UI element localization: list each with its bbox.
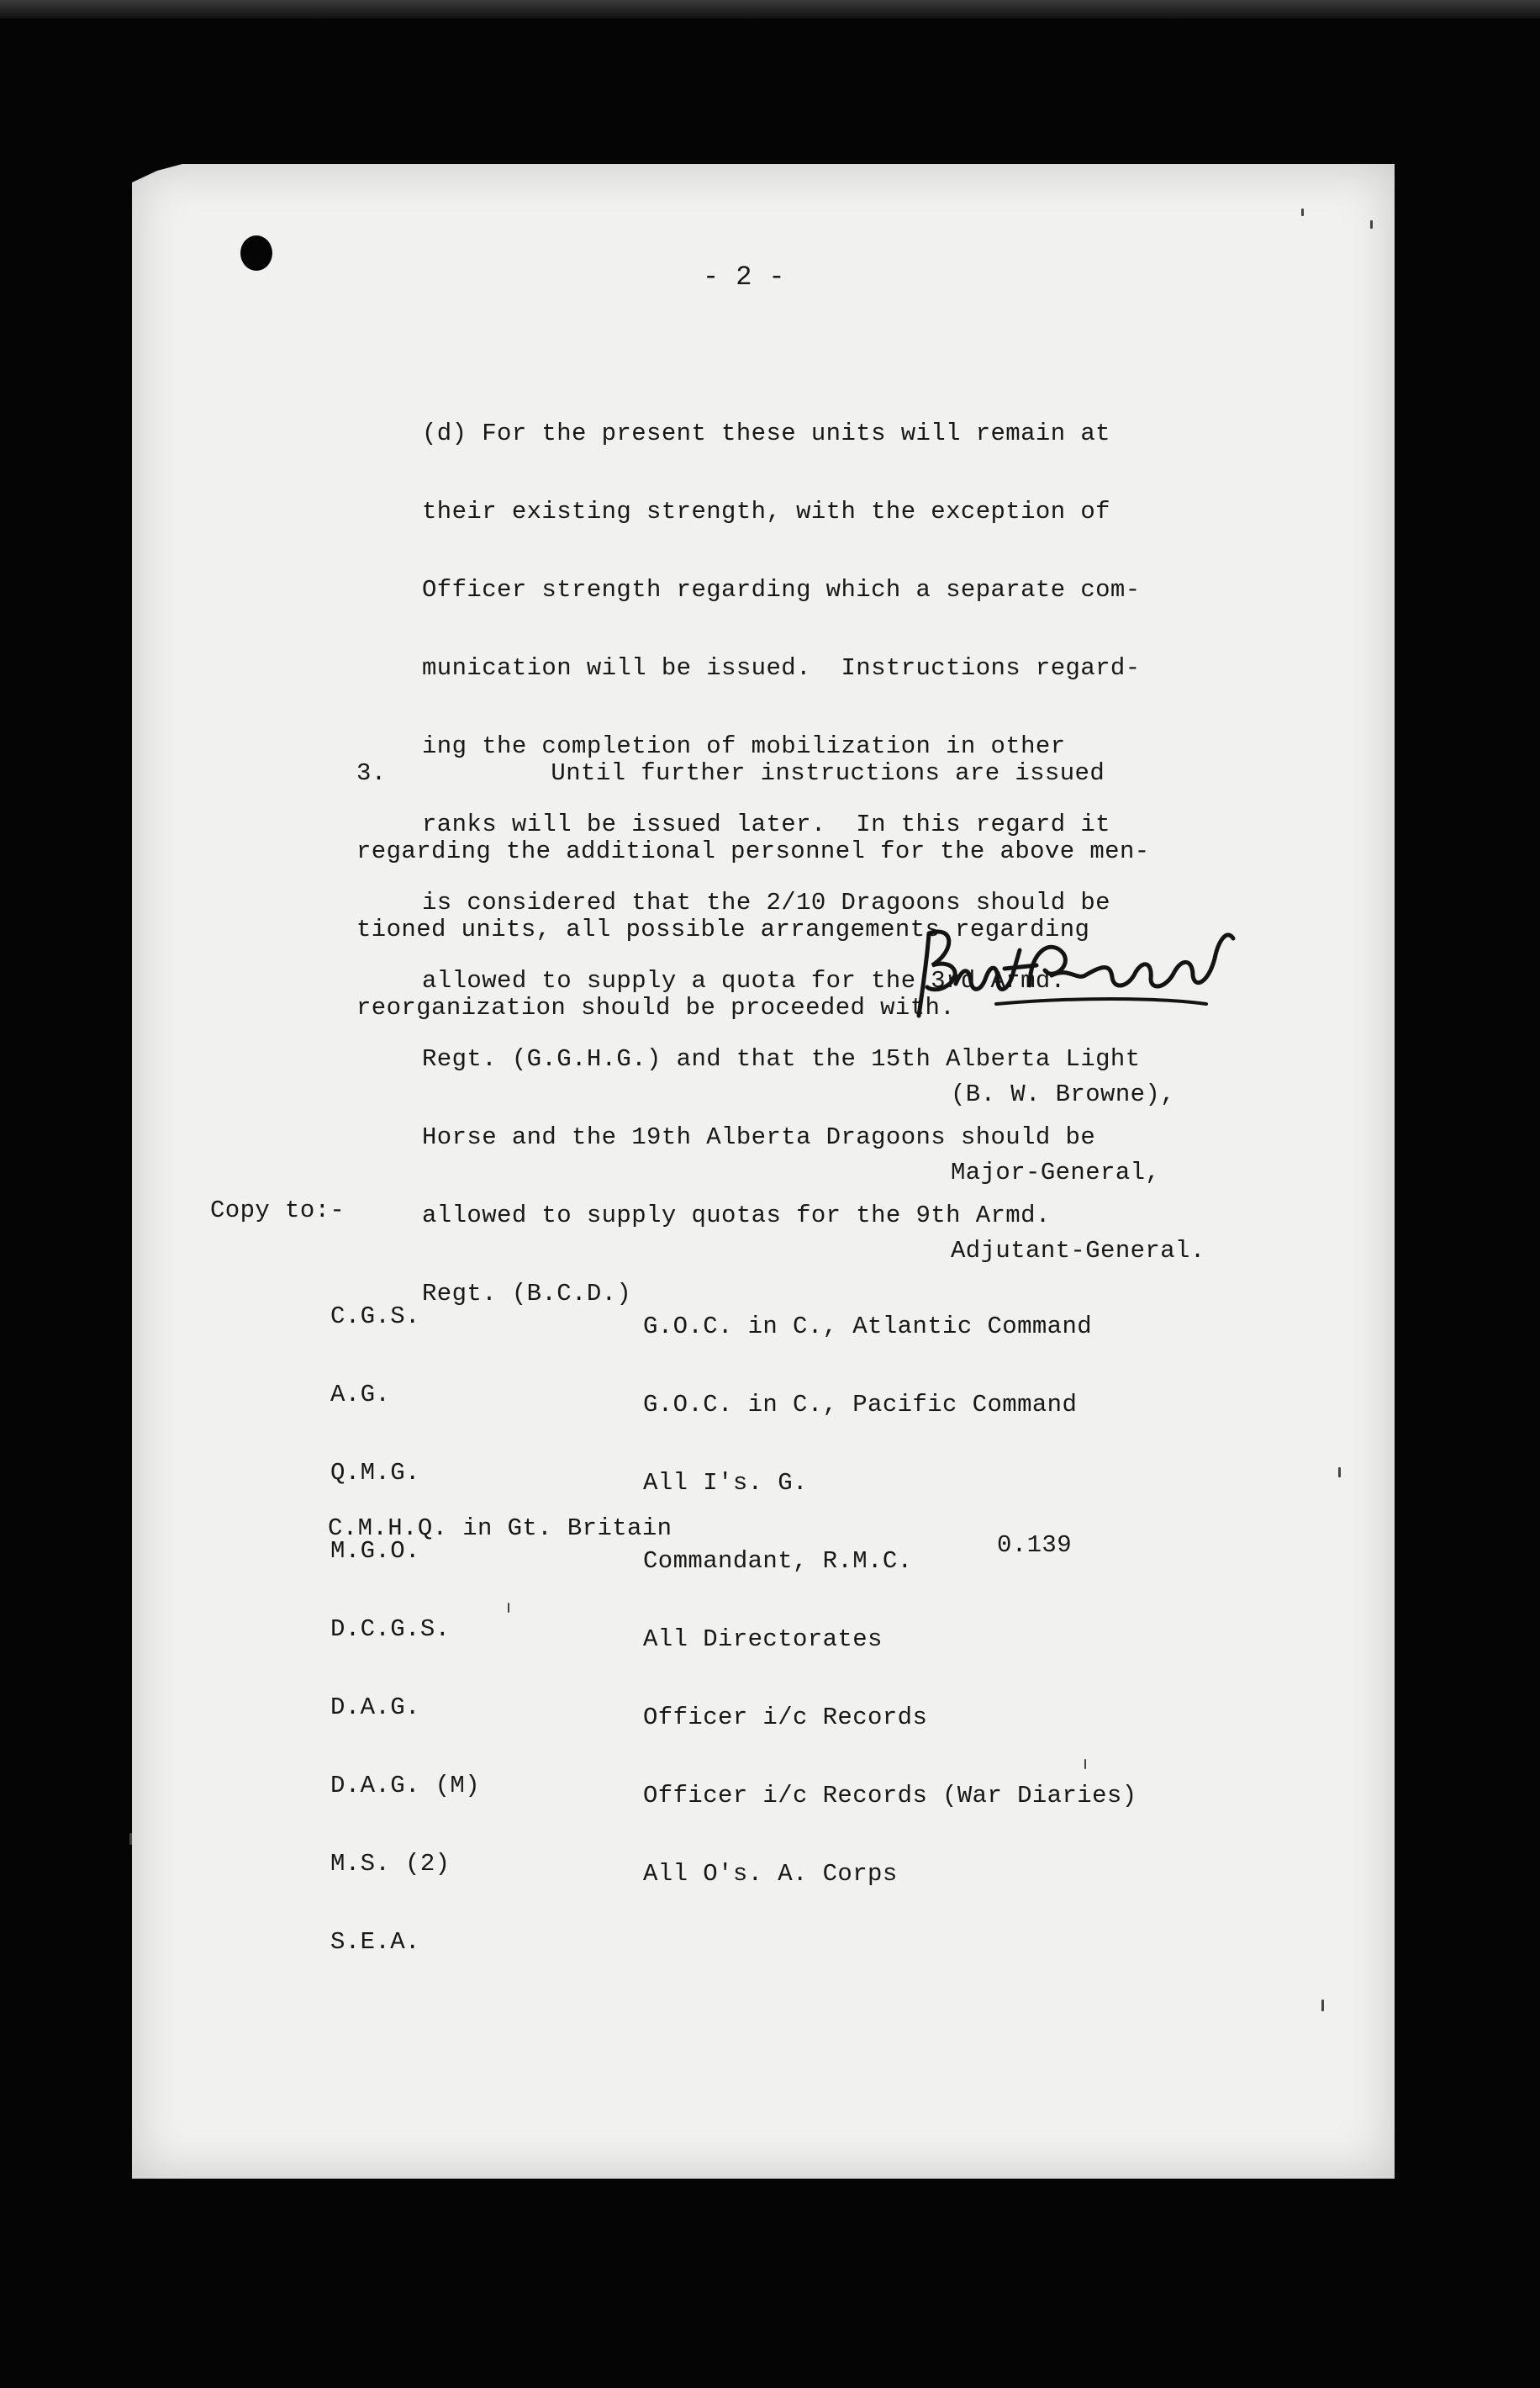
paragraph-line: Officer strength regarding which a separate com-	[422, 576, 1141, 604]
paragraph-line: Regt. (B.C.D.)	[422, 1280, 632, 1308]
paragraph-line: allowed to supply a quota for the 3rd Armd.	[422, 967, 1066, 995]
copy-recipient: M.S. (2)	[330, 1850, 451, 1878]
copy-recipient: All I's. G.	[643, 1469, 808, 1497]
paragraph-line: (d) For the present these units will remain at	[422, 420, 1110, 447]
copy-to-label: Copy to:-	[210, 1197, 345, 1224]
handwritten-signature	[904, 917, 1257, 1026]
paragraph-line: ing the completion of mobilization in other	[422, 732, 1066, 760]
paper-speck	[508, 1603, 509, 1613]
copy-recipient: All O's. A. Corps	[643, 1860, 898, 1888]
copy-recipient: Officer i/c Records (War Diaries)	[643, 1782, 1137, 1809]
scan-top-edge	[0, 0, 1540, 18]
copy-recipient: D.A.G. (M)	[330, 1772, 481, 1799]
signatory-name: (B. W. Browne),	[951, 1080, 1176, 1108]
paragraph-line: reorganization should be proceeded with.	[356, 994, 956, 1022]
paper-speck	[1321, 2000, 1324, 2011]
copy-recipient: Officer i/c Records	[643, 1704, 928, 1731]
paragraph-line: munication will be issued. Instructions regard-	[422, 654, 1141, 682]
copy-recipient: S.E.A.	[330, 1928, 420, 1956]
paragraph-line: Regt. (G.G.H.G.) and that the 15th Alberta Light	[422, 1045, 1141, 1073]
copy-recipient: M.G.O.	[330, 1537, 420, 1565]
punch-hole	[240, 235, 272, 271]
copy-recipient: C.G.S.	[330, 1302, 420, 1330]
paragraph-line: tioned units, all possible arrangements regarding	[356, 916, 1090, 943]
signatory-rank: Major-General,	[951, 1159, 1161, 1186]
copy-recipient: Q.M.G.	[330, 1459, 420, 1487]
paragraph-line: allowed to supply quotas for the 9th Armd.	[422, 1202, 1051, 1229]
file-reference: 0.139	[997, 1531, 1073, 1559]
copy-to-left-column	[330, 1251, 480, 2007]
paper-speck	[1084, 1759, 1086, 1769]
paragraph-line: regarding the additional personnel for the above men-	[356, 837, 1150, 865]
paragraph-line: ranks will be issued later. In this regard it	[422, 811, 1110, 838]
copy-recipient: D.C.G.S.	[330, 1615, 451, 1643]
copy-recipient: G.O.C. in C., Pacific Command	[643, 1391, 1078, 1419]
paragraph-line: their existing strength, with the exception of	[422, 498, 1110, 526]
cmhq-recipient: C.M.H.Q. in Gt. Britain	[328, 1514, 672, 1542]
paper-speck	[129, 1833, 132, 1845]
signatory-title: Adjutant-General.	[951, 1237, 1205, 1265]
copy-to-right-column	[643, 1261, 1137, 1939]
copy-recipient: All Directorates	[643, 1625, 883, 1653]
paper-speck	[1370, 220, 1373, 229]
paragraph-line: 3. Until further instructions are issued	[356, 759, 1105, 787]
paragraph-line: Horse and the 19th Alberta Dragoons should be	[422, 1123, 1096, 1151]
copy-recipient: G.O.C. in C., Atlantic Command	[643, 1313, 1093, 1340]
paragraph-line: is considered that the 2/10 Dragoons should be	[422, 889, 1110, 917]
paper-speck	[1301, 209, 1304, 216]
copy-recipient: D.A.G.	[330, 1693, 420, 1721]
paper-speck	[1338, 1467, 1341, 1477]
page-number: - 2 -	[703, 262, 786, 293]
copy-recipient: A.G.	[330, 1381, 391, 1408]
copy-recipient: Commandant, R.M.C.	[643, 1547, 913, 1575]
